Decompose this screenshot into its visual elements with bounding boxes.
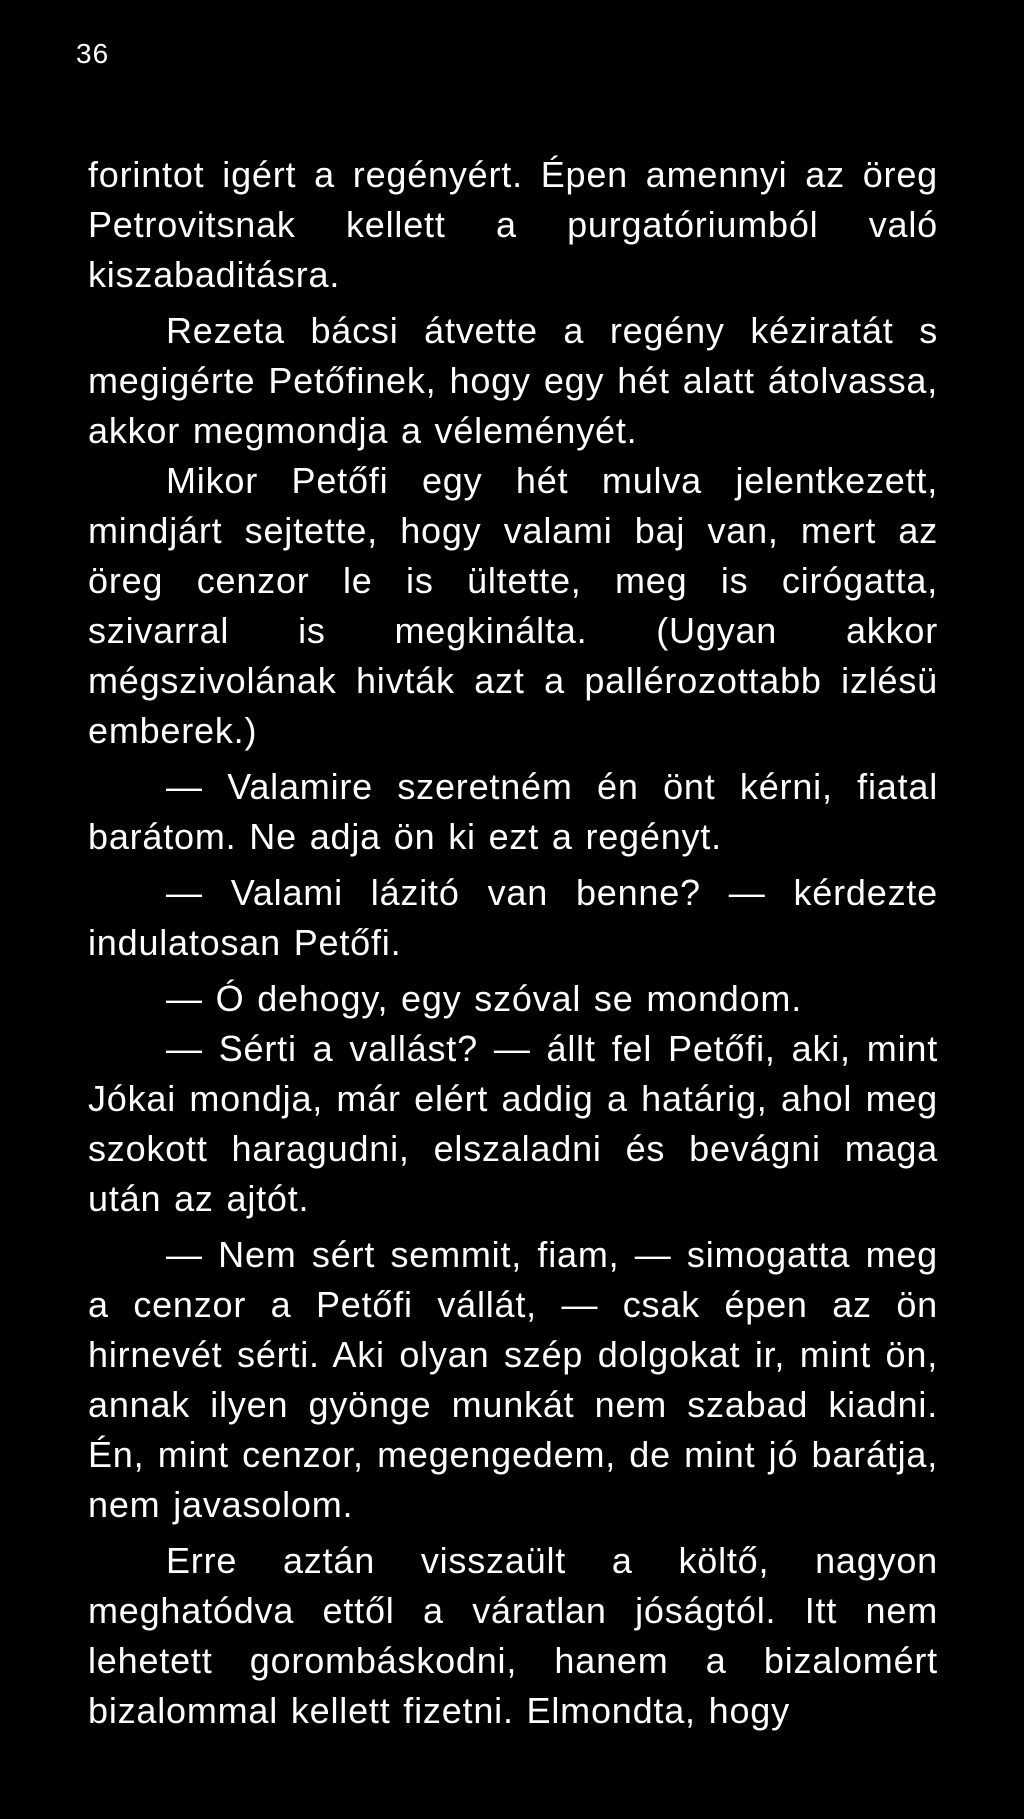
body-text xyxy=(88,150,938,1736)
paragraph-9: Erre aztán visszaült a költő, nagyon meghatódva ettől a váratlan jóságtól. Itt nem lehetett gorombáskodni, hanem a bizalomért bizalommal kellett fizetni. Elmondta, hogy xyxy=(88,1540,938,1731)
paragraph-8: — Nem sért semmit, fiam, — simogatta meg a cenzor a Petőfi vállát, — csak épen az ön hirnevét sérti. Aki olyan szép dolgokat ir, mint ön, annak ilyen gyönge munkát nem szabad kiadni. Én, mint cenzor, megengedem, de mint jó barátja, nem javasolom. xyxy=(88,1234,938,1525)
paragraph-3: Mikor Petőfi egy hét mulva jelentkezett, mindjárt sejtette, hogy valami baj van, mert az öreg cenzor le is ültette, meg is cirógatta, szivarral is megkinálta. (Ugyan akkor mégszivolának hivták azt a pallérozottabb izlésü emberek.) xyxy=(88,460,938,751)
paragraph-7: — Sérti a vallást? — állt fel Petőfi, aki, mint Jókai mondja, már elért addig a határig, ahol meg szokott haragudni, elszaladni és bevágni maga után az ajtót. xyxy=(88,1028,938,1219)
paragraph-6: — Ó dehogy, egy szóval se mondom. xyxy=(166,978,803,1019)
paragraph-2: Rezeta bácsi átvette a regény kéziratát s megigérte Petőfinek, hogy egy hét alatt átolvassa, akkor megmondja a véleményét. xyxy=(88,310,938,451)
paragraph-5: — Valami lázitó van benne? — kérdezte indulatosan Petőfi. xyxy=(88,872,938,963)
paragraph-4: — Valamire szeretném én önt kérni, fiatal barátom. Ne adja ön ki ezt a regényt. xyxy=(88,766,938,857)
paragraph-1: forintot igért a regényért. Épen amennyi az öreg Petrovitsnak kellett a purgatóriumból való kiszabaditásra. xyxy=(88,154,938,295)
page-number: 36 xyxy=(76,38,110,69)
